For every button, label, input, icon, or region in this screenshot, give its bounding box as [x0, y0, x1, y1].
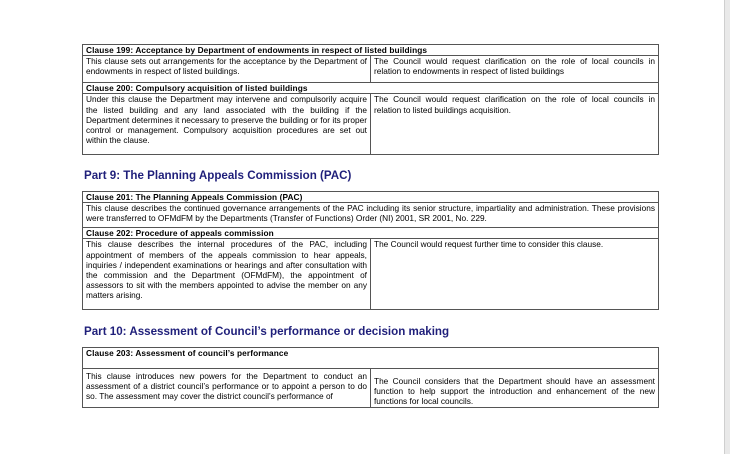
part-10-heading: Part 10: Assessment of Council’s performance or decision making — [84, 325, 450, 338]
clause-203-heading: Clause 203: Assessment of council’s performance — [83, 348, 659, 369]
clause-203-description: This clause introduces new powers for the Department to conduct an assessment of a district council’s performance or to appoint a person to do so. The assessment may cover the district council’s performance of — [83, 369, 371, 408]
part-9-heading: Part 9: The Planning Appeals Commission (PAC) — [84, 169, 352, 182]
clause-201-heading: Clause 201: The Planning Appeals Commission (PAC) — [83, 192, 659, 203]
table-row — [83, 94, 659, 155]
table-row — [83, 239, 659, 310]
table-row — [83, 348, 659, 369]
table-row — [83, 228, 659, 239]
clauses-201-202-table — [82, 191, 659, 310]
table-row — [83, 56, 659, 83]
clause-203-table — [82, 347, 659, 408]
clause-202-description: This clause describes the internal procedures of the PAC, including appointment of members of the appeals commission to hear appeals, inquiries / independent examinations or hearings and after consultation with the commission and the Department (OFMdFM), the appointment of assessors to sit with the members appointed to advise the member on any matters arising. — [83, 239, 371, 310]
page-edge-shadow — [724, 0, 730, 454]
clause-201-description: This clause describes the continued governance arrangements of the PAC including its senior structure, impartiality and administration. These provisions were transferred to OFMdFM by the Departments (Transfer of Functions) Order (NI) 2001, SR 2001, No. 229. — [83, 203, 659, 228]
table-row — [83, 203, 659, 228]
clause-200-response: The Council would request clarification on the role of local councils in relation to listed buildings acquisition. — [371, 94, 659, 155]
table-row — [83, 369, 659, 408]
table-row — [83, 83, 659, 94]
clause-199-heading: Clause 199: Acceptance by Department of endowments in respect of listed buildings — [83, 45, 659, 56]
clause-199-description: This clause sets out arrangements for the acceptance by the Department of endowments in respect of listed buildings. — [83, 56, 371, 83]
clause-202-response: The Council would request further time to consider this clause. — [371, 239, 659, 310]
clause-199-response: The Council would request clarification on the role of local councils in relation to endowments in respect of listed buildings — [371, 56, 659, 83]
table-row — [83, 192, 659, 203]
table-row — [83, 45, 659, 56]
clause-200-heading: Clause 200: Compulsory acquisition of listed buildings — [83, 83, 659, 94]
clause-200-description: Under this clause the Department may intervene and compulsorily acquire the listed building and any land associated with the building if the Department determines it necessary to preserve the building or for its proper control or management. Compulsory acquisition procedures are set out within the clause. — [83, 94, 371, 155]
clauses-199-200-table — [82, 44, 659, 155]
clause-202-heading: Clause 202: Procedure of appeals commission — [83, 228, 659, 239]
clause-203-response: The Council considers that the Department should have an assessment function to help support the introduction and enhancement of the new functions for local councils. — [371, 369, 659, 408]
